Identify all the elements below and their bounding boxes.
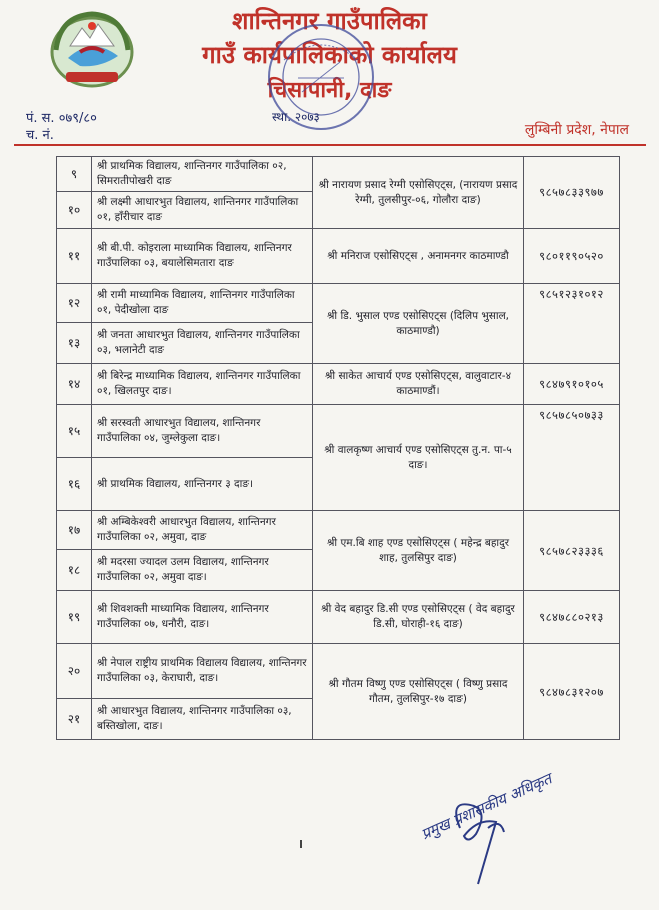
serial-number: २१ xyxy=(57,699,92,740)
school-name: श्री प्राथमिक विद्यालय, शान्तिनगर ३ दाङ। xyxy=(92,458,313,511)
signatory-designation: प्रमुख प्रशासकीय अधिकृत xyxy=(418,769,555,844)
table-row xyxy=(57,405,620,458)
serial-number: १२ xyxy=(57,284,92,323)
table-row xyxy=(57,644,620,699)
phone-number: ९८०११९०५२० xyxy=(524,229,620,284)
auditor-firm: श्री नारायण प्रसाद रेग्मी एसोसिएट्स, (नारायण प्रसाद रेग्मी, तुलसीपुर-०६, गोलौरा दाङ) xyxy=(313,157,524,229)
school-name: श्री रामी माध्यामिक विद्यालय, शान्तिनगर गाउँपालिका ०१, पेदीखोला दाङ xyxy=(92,284,313,323)
table-row xyxy=(57,284,620,323)
office-location: चिसापानी, दाङ xyxy=(267,78,392,103)
school-name: श्री बी.पी. कोइराला माध्यामिक विद्यालय, शान्तिनगर गाउँपालिका ०३, बयालेसिमतारा दाङ xyxy=(92,229,313,284)
serial-number: २० xyxy=(57,644,92,699)
school-name: श्री बिरेन्द्र माध्यामिक विद्यालय, शान्तिनगर गाउँपालिका ०१, खिलतपुर दाङ। xyxy=(92,364,313,405)
reference-number: पं. स. ०७९/८० xyxy=(26,111,97,126)
province-name: लुम्बिनी प्रदेश, नेपाल xyxy=(524,122,629,138)
school-name: श्री अम्बिकेश्वरी आधारभुत विद्यालय, शान्तिनगर गाउँपालिका ०२, अमुवा, दाङ xyxy=(92,511,313,550)
serial-number: १४ xyxy=(57,364,92,405)
auditor-firm: श्री वालकृष्ण आचार्य एण्ड एसोसिएट्स तु.न. पा-५ दाङ। xyxy=(313,405,524,511)
established-year: स्था. २०७३ xyxy=(272,110,320,124)
school-name: श्री शिवशक्ती माध्यामिक विद्यालय, शान्तिनगर गाउँपालिका ०७, धनौरी, दाङ। xyxy=(92,591,313,644)
phone-number: ९८५७८२३३३६ xyxy=(524,511,620,591)
page-mark xyxy=(300,840,302,848)
serial-number: १८ xyxy=(57,550,92,591)
serial-number: १७ xyxy=(57,511,92,550)
serial-number: ११ xyxy=(57,229,92,284)
auditor-firm: श्री डि. भुसाल एण्ड एसोसिएट्स (दिलिप भुसाल, काठमाण्डौ) xyxy=(313,284,524,364)
auditor-firm: श्री साकेत आचार्य एण्ड एसोसिएट्स, वालुवाटार-४ काठमाण्डौं। xyxy=(313,364,524,405)
auditor-firm: श्री मनिराज एसोसिएट्स , अनामनगर काठमाण्डौ xyxy=(313,229,524,284)
phone-number: ९८५७८५०७३३ xyxy=(524,405,620,511)
school-name: श्री आधारभुत विद्यालय, शान्तिनगर गाउँपालिका ०३, बस्तिखोला, दाङ। xyxy=(92,699,313,740)
school-name: श्री जनता आधारभुत विद्यालय, शान्तिनगर गाउँपालिका ०३, भलानेटी दाङ xyxy=(92,323,313,364)
serial-number: १५ xyxy=(57,405,92,458)
table-row xyxy=(57,364,620,405)
municipality-name: शान्तिनगर गाउँपालिका xyxy=(232,7,427,35)
office-name: गाउँ कार्यपालिकाको कार्यालय xyxy=(202,41,457,69)
school-name: श्री नेपाल राष्ट्रीय प्राथमिक विद्यालय विद्यालय, शान्तिनगर गाउँपालिका ०३, केराघारी, दाङ। xyxy=(92,644,313,699)
table-row xyxy=(57,229,620,284)
school-name: श्री सरस्वती आधारभुत विद्यालय, शान्तिनगर गाउँपालिका ०४, जुम्लेकुला दाङ। xyxy=(92,405,313,458)
phone-number: ९८४७८८०२१३ xyxy=(524,591,620,644)
phone-number: ९८५१२३१०१२ xyxy=(524,284,620,364)
auditor-firm: श्री एम.बि शाह एण्ड एसोसिएट्स ( महेन्द्र बहादुर शाह, तुलसिपुर दाङ) xyxy=(313,511,524,591)
serial-number: १९ xyxy=(57,591,92,644)
table-row xyxy=(57,591,620,644)
auditor-firm: श्री वेद बहादुर डि.सी एण्ड एसोसिएट्स ( वेद बहादुर डि.सी, घोराही-१६ दाङ) xyxy=(313,591,524,644)
phone-number: ९८४७९१०१०५ xyxy=(524,364,620,405)
table-row xyxy=(57,157,620,192)
serial-number: ९ xyxy=(57,157,92,192)
assignment-table xyxy=(56,156,620,740)
school-name: श्री लक्ष्मी आधारभुत विद्यालय, शान्तिनगर गाउँपालिका ०१, हाँरीचार दाङ xyxy=(92,192,313,229)
phone-number: ९८५७८३३९७७ xyxy=(524,157,620,229)
school-name: श्री मदरसा ज्यादल उलम विद्यालय, शान्तिनगर गाउँपालिका ०२, अमुवा दाङ। xyxy=(92,550,313,591)
dispatch-number: च. नं. xyxy=(26,128,54,143)
phone-number: ९८४७८३१२०७ xyxy=(524,644,620,740)
serial-number: १० xyxy=(57,192,92,229)
school-name: श्री प्राथमिक विद्यालय, शान्तिनगर गाउँपालिका ०२, सिमरातीपोखरी दाङ xyxy=(92,157,313,192)
header-divider xyxy=(14,144,646,146)
serial-number: १३ xyxy=(57,323,92,364)
auditor-firm: श्री गौतम विष्णु एण्ड एसोसिएट्स ( विष्णु प्रसाद गौतम, तुलसिपुर-१७ दाङ) xyxy=(313,644,524,740)
table-row xyxy=(57,511,620,550)
serial-number: १६ xyxy=(57,458,92,511)
